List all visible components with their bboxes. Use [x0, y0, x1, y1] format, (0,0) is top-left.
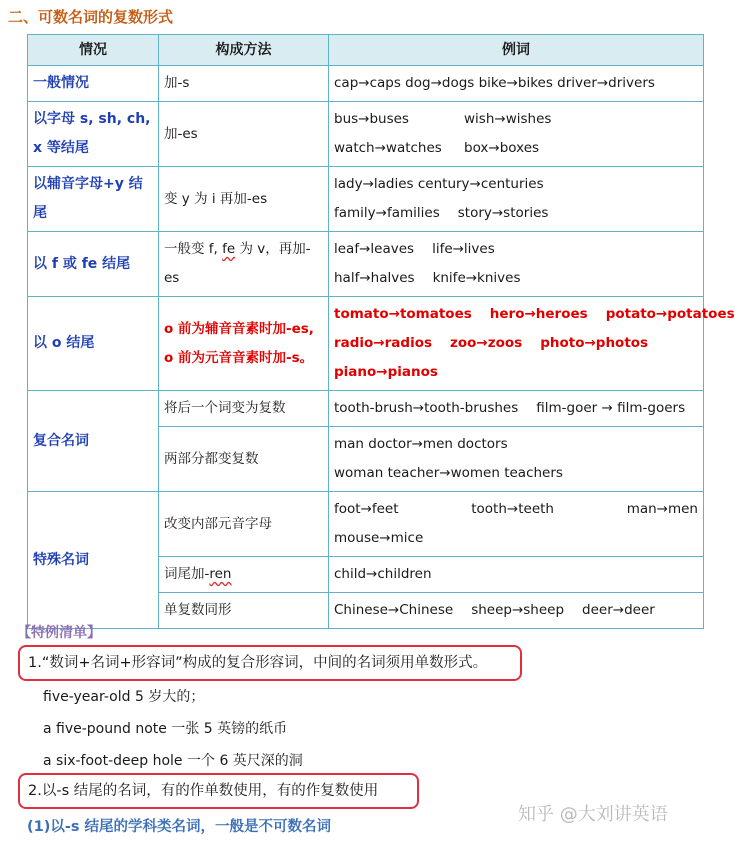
examples-cell: [329, 66, 704, 102]
method-text: 一般变 f,: [164, 241, 223, 257]
table-row: [28, 492, 704, 557]
method-cell: 两部分都变复数: [159, 427, 329, 492]
example: half→halves: [334, 270, 415, 286]
examples-cell: [329, 557, 704, 593]
method-cell: 单复数同形: [159, 593, 329, 629]
rule-1-box: 1.“数词+名词+形容词”构成的复合形容词，中间的名词须用单数形式。: [18, 645, 522, 681]
example: man doctor→men doctors: [334, 436, 508, 452]
example: leaf→leaves: [334, 241, 415, 257]
example: lady→ladies century→centuries: [334, 176, 544, 192]
example: photo→photos: [540, 335, 649, 351]
exceptions-heading: 【特例清单】: [17, 625, 101, 641]
example: zoo→zoos: [450, 335, 523, 351]
category-cell: 以辅音字母+y 结尾: [28, 167, 159, 232]
examples-cell: [329, 593, 704, 629]
method-text: 词尾加-: [164, 566, 210, 582]
header-examples: 例词: [329, 35, 704, 66]
table-row: [28, 297, 704, 391]
header-situation: 情况: [28, 35, 159, 66]
example: Chinese→Chinese: [334, 602, 454, 618]
method-cell: 改变内部元音字母: [159, 492, 329, 557]
examples-cell: [329, 167, 704, 232]
example: life→lives: [432, 241, 495, 257]
method-cell: o 前为辅音音素时加-es, o 前为元音音素时加-s。: [159, 297, 329, 391]
sub-heading: (1)以-s 结尾的学科类名词，一般是不可数名词: [27, 819, 332, 835]
watermark: 知乎 @大刘讲英语: [518, 804, 668, 825]
example: family→families: [334, 205, 440, 221]
section-title: 二、可数名词的复数形式: [8, 8, 174, 26]
table-row: [28, 66, 704, 102]
example: tooth→teeth: [471, 501, 554, 517]
category-cell: 特殊名词: [28, 492, 159, 629]
example: woman teacher→women teachers: [334, 465, 563, 481]
example: mouse→mice: [334, 530, 424, 546]
example: watch→watches: [334, 140, 442, 156]
example: potato→potatoes: [605, 306, 735, 322]
example: hero→heroes: [489, 306, 588, 322]
example: man→men: [626, 501, 698, 517]
example: story→stories: [457, 205, 549, 221]
category-cell: 一般情况: [28, 66, 159, 102]
example: cap→caps dog→dogs bike→bikes driver→drivers: [334, 75, 655, 91]
example: tomato→tomatoes: [334, 306, 472, 322]
examples-cell: [329, 297, 735, 391]
example: film-goer → film-goers: [536, 400, 686, 416]
method-text: 为 v，再加-es: [164, 241, 311, 286]
example: tooth-brush→tooth-brushes: [334, 400, 519, 416]
table-row: [28, 391, 704, 427]
example: sheep→sheep: [471, 602, 565, 618]
example-line: a six-foot-deep hole 一个 6 英尺深的洞: [43, 753, 303, 769]
method-cell: 变 y 为 i 再加-es: [159, 167, 329, 232]
examples-cell: [329, 492, 704, 557]
examples-cell: [329, 427, 704, 492]
example: bus→buses: [334, 111, 409, 127]
examples-cell: [329, 391, 704, 427]
example-line: five-year-old 5 岁大的；: [43, 689, 205, 705]
example: deer→deer: [582, 602, 655, 618]
method-cell: [159, 232, 329, 297]
category-cell: 以 f 或 fe 结尾: [28, 232, 159, 297]
method-cell: 将后一个词变为复数: [159, 391, 329, 427]
method-text-underlined: ren: [209, 566, 232, 582]
rule-2-box: 2.以-s 结尾的名词，有的作单数使用，有的作复数使用: [18, 773, 419, 809]
example: box→boxes: [464, 140, 540, 156]
example: wish→wishes: [464, 111, 552, 127]
table-header-row: [28, 35, 704, 66]
table-row: [28, 102, 704, 167]
table-row: [28, 167, 704, 232]
table-row: [28, 232, 704, 297]
example: piano→pianos: [334, 364, 438, 380]
method-cell: 加-s: [159, 66, 329, 102]
category-cell: 以 o 结尾: [28, 297, 159, 391]
example: radio→radios: [334, 335, 433, 351]
examples-cell: [329, 102, 704, 167]
plural-rules-table: [27, 34, 735, 629]
example-line: a five-pound note 一张 5 英镑的纸币: [43, 721, 288, 737]
category-cell: 复合名词: [28, 391, 159, 492]
example: foot→feet: [334, 501, 399, 517]
method-cell: [159, 557, 329, 593]
category-cell: 以字母 s, sh, ch, x 等结尾: [28, 102, 159, 167]
method-cell: 加-es: [159, 102, 329, 167]
example: knife→knives: [432, 270, 521, 286]
examples-cell: [329, 232, 704, 297]
header-method: 构成方法: [159, 35, 329, 66]
method-text-underlined: fe: [222, 241, 236, 257]
example: child→children: [334, 566, 432, 582]
